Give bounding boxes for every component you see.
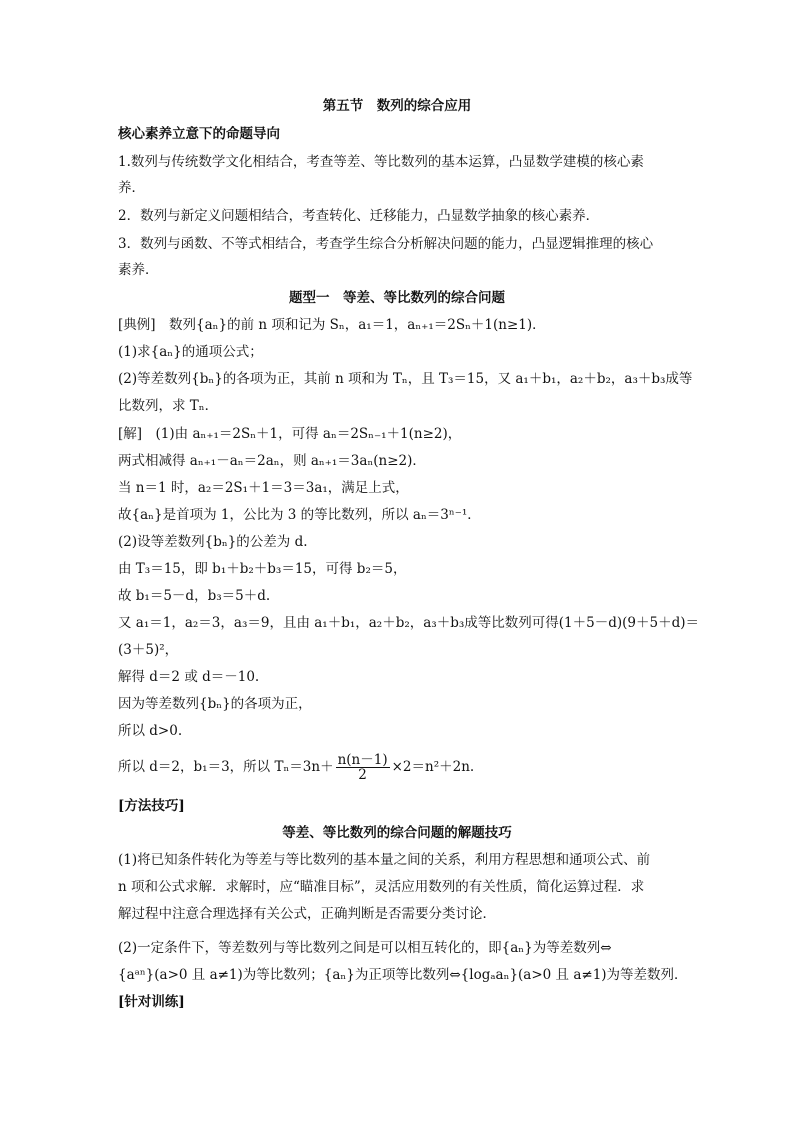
solution-line: 当 n＝1 时，a₂＝2S₁＋1＝3＝3a₁，满足上式，	[118, 480, 409, 496]
point-3-line-2: 素养．	[118, 262, 159, 278]
solution-line: [解] (1)由 aₙ₊₁＝2Sₙ＋1，可得 aₙ＝2Sₙ₋₁＋1(n≥2)，	[118, 426, 462, 442]
fraction-numerator: n(n－1)	[337, 752, 388, 768]
question-2-line-1: (2)等差数列{bₙ}的各项为正，其前 n 项和为 Tₙ，且 T₃＝15，又 a₁＋b₁，a₂＋b₂，a₃＋b₃成等	[118, 371, 693, 387]
solution-line: 故 b₁＝5－d，b₃＝5＋d.	[118, 588, 271, 604]
tip-line: 解过程中注意合理选择有关公式，正确判断是否需要分类讨论．	[118, 906, 496, 922]
method-label: [方法技巧]	[118, 798, 185, 814]
training-label: [针对训练]	[118, 994, 185, 1010]
tip-line: n 项和公式求解．求解时，应“瞄准目标”，灵活应用数列的有关性质，简化运算过程．求	[118, 879, 645, 895]
solution-line: 又 a₁＝1，a₂＝3，a₃＝9，且由 a₁＋b₁，a₂＋b₂，a₃＋b₃成等比数列可得(1＋5－d)(9＋5＋d)＝	[118, 615, 699, 631]
core-heading: 核心素养立意下的命题导向	[118, 126, 280, 142]
section-title: 题型一 等差、等比数列的综合问题	[289, 290, 505, 306]
point-1-line-2: 养．	[118, 180, 145, 196]
method-title: 等差、等比数列的综合问题的解题技巧	[282, 825, 512, 841]
solution-line: (2)设等差数列{bₙ}的公差为 d.	[118, 534, 308, 550]
point-2: 2．数列与新定义问题相结合，考查转化、迁移能力，凸显数学抽象的核心素养．	[118, 208, 600, 224]
fraction	[336, 753, 390, 782]
page-title: 第五节 数列的综合应用	[322, 98, 472, 114]
point-1-line-1: 1.数列与传统数学文化相结合，考查等差、等比数列的基本运算，凸显数学建模的核心素	[118, 154, 644, 170]
final-prefix: 所以 d＝2，b₁＝3，所以 Tₙ＝3n＋	[118, 759, 334, 775]
solution-line: 故{aₙ}是首项为 1，公比为 3 的等比数列，所以 aₙ＝3ⁿ⁻¹．	[118, 507, 481, 523]
example-statement: [典例] 数列{aₙ}的前 n 项和记为 Sₙ，a₁＝1，aₙ₊₁＝2Sₙ＋1(n≥1)．	[118, 317, 546, 333]
solution-line: 因为等差数列{bₙ}的各项为正，	[118, 696, 312, 712]
tip-line: (2)一定条件下，等差数列与等比数列之间是可以相互转化的，即{aₙ}为等差数列⇔	[118, 940, 612, 956]
point-3-line-1: 3．数列与函数、不等式相结合，考查学生综合分析解决问题的能力，凸显逻辑推理的核心	[118, 236, 654, 252]
solution-line: 所以 d>0.	[118, 723, 183, 739]
solution-line: (3＋5)²，	[118, 642, 179, 658]
question-1: (1)求{aₙ}的通项公式；	[118, 344, 263, 360]
fraction-denominator: 2	[358, 767, 367, 783]
solution-line: 解得 d＝2 或 d＝－10.	[118, 669, 260, 685]
tip-line: {aᵃⁿ}(a>0 且 a≠1)为等比数列；{aₙ}为正项等比数列⇔{logₐaₙ}(a>0 且 a≠1)为等差数列．	[118, 967, 688, 983]
tip-line: (1)将已知条件转化为等差与等比数列的基本量之间的关系，利用方程思想和通项公式、前	[118, 852, 651, 868]
solution-line: 由 T₃＝15，即 b₁＋b₂＋b₃＝15，可得 b₂＝5，	[118, 561, 407, 577]
final-formula-line	[118, 752, 678, 782]
solution-line: 两式相减得 aₙ₊₁－aₙ＝2aₙ，则 aₙ₊₁＝3aₙ(n≥2)．	[118, 453, 426, 469]
final-suffix: ×2＝n²＋2n.	[391, 759, 475, 775]
question-2-line-2: 比数列，求 Tₙ．	[118, 398, 219, 414]
